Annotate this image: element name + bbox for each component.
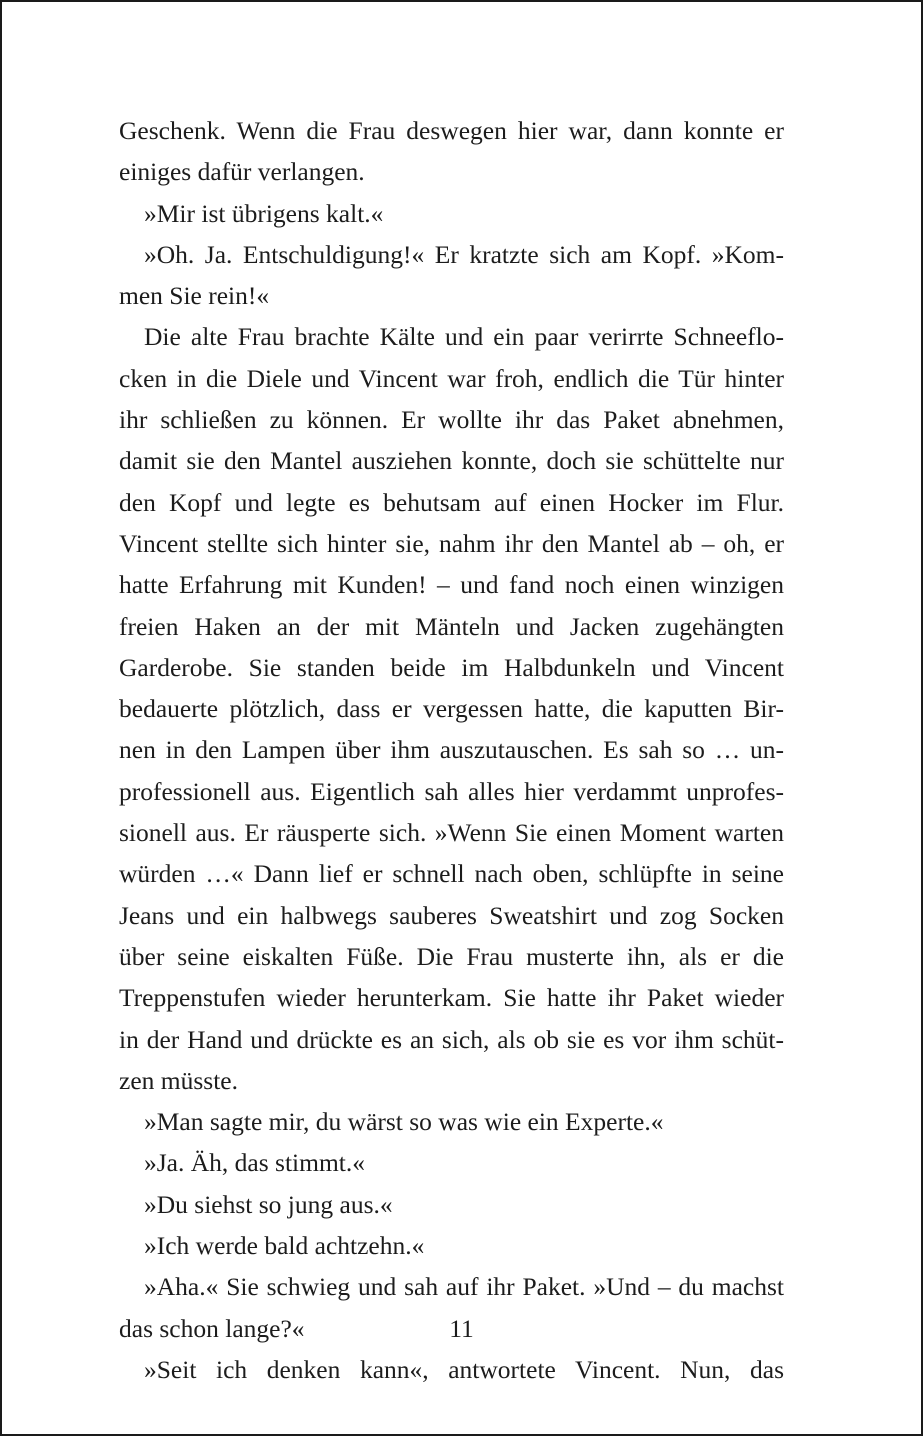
text-line: Vincent stellte sich hinter sie, nahm ihr den Mantel ab – oh, er <box>119 528 784 558</box>
text-line: »Mir ist übrigens kalt.« <box>144 198 384 228</box>
text-line: damit sie den Mantel ausziehen konnte, doch sie schüttelte nur <box>119 446 784 476</box>
text-line: »Seit ich denken kann«, antwortete Vincent. Nun, das <box>144 1354 784 1384</box>
text-line: über seine eiskalten Füße. Die Frau musterte ihn, als er die <box>119 941 784 971</box>
text-line: nen in den Lampen über ihm auszutauschen. Es sah so … un- <box>119 735 784 765</box>
text-line: »Ja. Äh, das stimmt.« <box>144 1148 365 1178</box>
text-line: bedauerte plötzlich, dass er vergessen hatte, die kaputten Bir- <box>119 694 784 724</box>
text-line: hatte Erfahrung mit Kunden! – und fand noch einen winzigen <box>119 570 784 600</box>
text-line: sionell aus. Er räusperte sich. »Wenn Sie einen Moment warten <box>119 818 784 848</box>
text-line: würden …« Dann lief er schnell nach oben, schlüpfte in seine <box>119 859 784 889</box>
text-line: einiges dafür verlangen. <box>119 157 365 187</box>
text-line: Garderobe. Sie standen beide im Halbdunkeln und Vincent <box>119 652 784 682</box>
page-number: 11 <box>449 1314 474 1343</box>
body-text <box>119 110 784 1390</box>
text-line: Geschenk. Wenn die Frau deswegen hier war, dann konnte er <box>119 116 784 145</box>
text-line: ihr schließen zu können. Er wollte ihr das Paket abnehmen, <box>119 405 784 435</box>
text-line: Jeans und ein halbwegs sauberes Sweatshirt und zog Socken <box>119 900 784 930</box>
text-line: »Aha.« Sie schwieg und sah auf ihr Paket. »Und – du machst <box>144 1272 784 1302</box>
text-line: das schon lange?« <box>119 1313 305 1343</box>
text-line: »Oh. Ja. Entschuldigung!« Er kratzte sich am Kopf. »Kom- <box>144 239 784 269</box>
text-line: »Ich werde bald achtzehn.« <box>144 1231 425 1261</box>
text-line: freien Haken an der mit Mänteln und Jacken zugehängten <box>119 611 784 641</box>
text-line: »Man sagte mir, du wärst so was wie ein Experte.« <box>144 1107 664 1137</box>
text-line: professionell aus. Eigentlich sah alles hier verdammt unprofes- <box>119 776 784 806</box>
text-line: den Kopf und legte es behutsam auf einen Hocker im Flur. <box>119 487 784 517</box>
text-line: zen müsste. <box>119 1065 238 1095</box>
text-line: in der Hand und drückte es an sich, als ob sie es vor ihm schüt- <box>119 1024 784 1054</box>
text-line: Treppenstufen wieder herunterkam. Sie hatte ihr Paket wieder <box>119 983 784 1013</box>
text-line: Die alte Frau brachte Kälte und ein paar verirrte Schneeflo- <box>144 322 784 352</box>
text-line: »Du siehst so jung aus.« <box>144 1189 393 1219</box>
text-line: men Sie rein!« <box>119 281 270 311</box>
text-line: cken in die Diele und Vincent war froh, endlich die Tür hinter <box>119 363 784 393</box>
